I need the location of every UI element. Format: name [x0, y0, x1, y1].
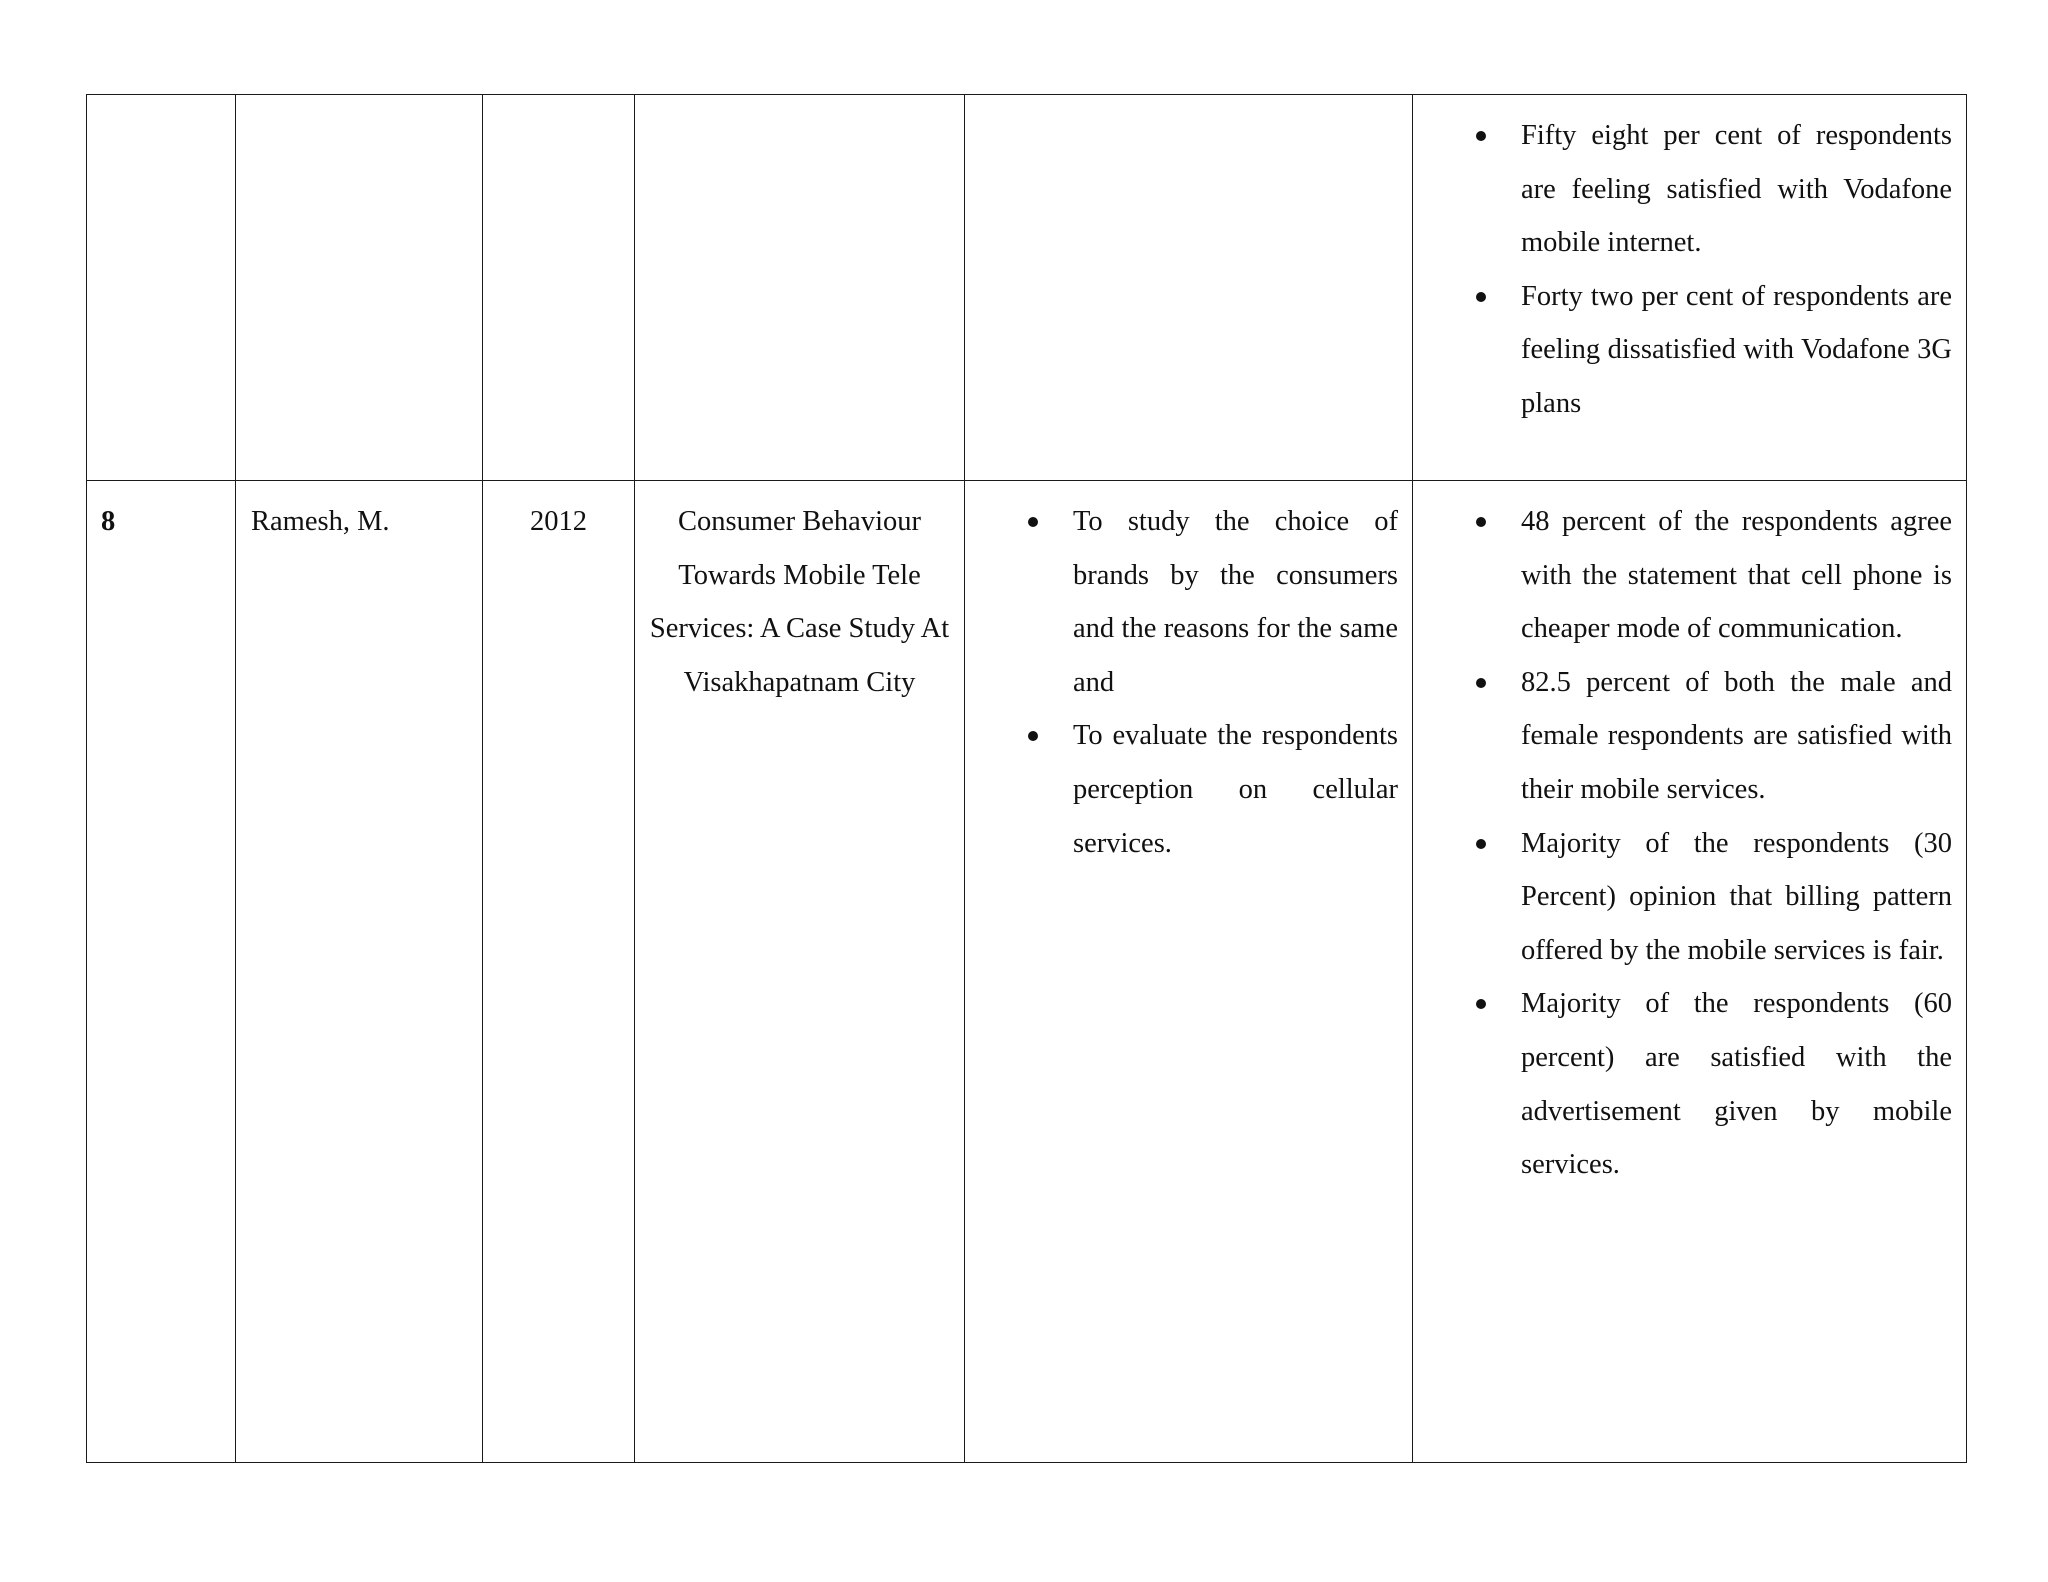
- list-item: [965, 495, 1398, 709]
- finding-text: Fifty eight per cent of respondents are feeling satisfied with Vodafone mobile internet.: [1521, 120, 1952, 259]
- table-row: [87, 481, 1967, 1463]
- finding-text: Forty two per cent of respondents are feeling dissatisfied with Vodafone 3G plans: [1521, 280, 1952, 419]
- bullet-icon: [1476, 839, 1486, 849]
- list-item: [1413, 109, 1952, 270]
- finding-text: Majority of the respondents (60 percent) are satisfied with the advertisement given by mobile services.: [1521, 988, 1952, 1181]
- objective-text: To study the choice of brands by the consumers and the reasons for the same and: [1073, 506, 1398, 698]
- finding-text: 82.5 percent of both the male and female respondents are satisfied with their mobile services.: [1521, 666, 1952, 805]
- serial-number-cell: 8: [87, 481, 236, 1463]
- year-cell: 2012: [483, 481, 635, 1463]
- list-item: [1413, 817, 1952, 978]
- bullet-icon: [1028, 731, 1038, 741]
- author-cell: [236, 95, 483, 481]
- title-cell: Consumer Behaviour Towards Mobile Tele Services: A Case Study At Visakhapatnam City: [635, 481, 965, 1463]
- year-cell: [483, 95, 635, 481]
- finding-text: Majority of the respondents (30 Percent) opinion that billing pattern offered by the mobile services is fair.: [1521, 827, 1952, 966]
- bullet-icon: [1028, 517, 1038, 527]
- list-item: [1413, 495, 1952, 656]
- serial-number-cell: [87, 95, 236, 481]
- findings-cell: [1413, 95, 1967, 481]
- bullet-icon: [1476, 292, 1486, 302]
- literature-review-table: [86, 94, 1967, 1463]
- list-item: [965, 709, 1398, 870]
- bullet-icon: [1476, 517, 1486, 527]
- bullet-icon: [1476, 999, 1486, 1009]
- title-cell: [635, 95, 965, 481]
- finding-text: 48 percent of the respondents agree with the statement that cell phone is cheaper mode of communication.: [1521, 506, 1952, 645]
- objectives-cell: [965, 481, 1413, 1463]
- table-row: [87, 95, 1967, 481]
- bullet-icon: [1476, 678, 1486, 688]
- bullet-icon: [1476, 131, 1486, 141]
- findings-list: [1413, 495, 1952, 1192]
- author-cell: Ramesh, M.: [236, 481, 483, 1463]
- objectives-list: [965, 495, 1398, 870]
- objective-text: To evaluate the respondents perception on cellular services.: [1073, 720, 1398, 859]
- findings-list: [1413, 109, 1952, 431]
- list-item: [1413, 977, 1952, 1191]
- list-item: [1413, 656, 1952, 817]
- objectives-cell: [965, 95, 1413, 481]
- findings-cell: [1413, 481, 1967, 1463]
- list-item: [1413, 270, 1952, 431]
